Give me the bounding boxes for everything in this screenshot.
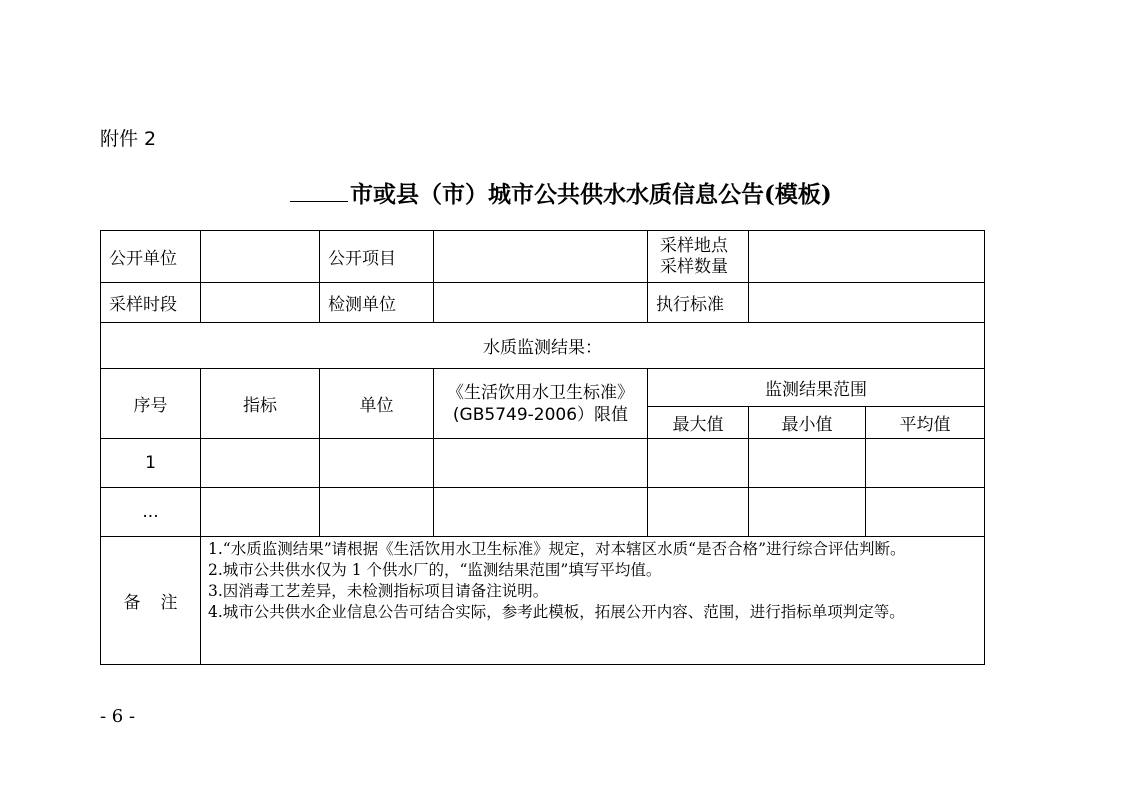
remarks-content [201,537,985,665]
table-row-sampling [101,283,985,323]
header-result-range: 监测结果范围 [648,369,985,407]
header-standard-code: (GB5749-2006）限值 [452,404,629,425]
table-row [101,488,985,537]
remark-item-3: 3.因消毒工艺差异，未检测指标项目请备注说明。 [208,582,549,600]
label-disclosure-unit: 公开单位 [101,231,201,283]
cell-standard-limit[interactable] [434,488,648,537]
table-row-disclosure [101,231,985,283]
cell-indicator[interactable] [201,488,320,537]
header-standard-limit [434,369,648,439]
cell-min[interactable] [749,488,866,537]
header-max: 最大值 [648,407,749,439]
header-unit: 单位 [320,369,434,439]
header-standard-name: 《生活饮用水卫生标准》 [447,382,634,403]
label-standard-applied: 执行标准 [648,283,749,323]
table-row [101,439,985,488]
cell-standard-limit[interactable] [434,439,648,488]
field-disclosure-unit[interactable] [201,231,320,283]
header-min: 最小值 [749,407,866,439]
field-disclosure-item[interactable] [434,231,648,283]
attachment-label: 附件 2 [100,128,157,150]
table-row-remarks [101,537,985,665]
cell-avg[interactable] [866,439,985,488]
remark-item-2: 2.城市公共供水仅为 1 个供水厂的，“监测结果范围”填写平均值。 [208,561,662,579]
label-sampling-count: 采样数量 [660,256,728,277]
table-header-row-1 [101,369,985,407]
field-sampling-location-count[interactable] [749,231,985,283]
remark-item-4: 4.城市公共供水企业信息公告可结合实际，参考此模板，拓展公开内容、范围，进行指标单项判定等。 [208,603,905,621]
label-disclosure-item: 公开项目 [320,231,434,283]
title-blank-line [290,179,348,202]
cell-indicator[interactable] [201,439,320,488]
header-seq: 序号 [101,369,201,439]
table-row-section [101,323,985,369]
water-quality-table [100,230,985,665]
title-main: 市或县（市）城市公共供水水质信息公告 [350,181,764,208]
title-suffix: (模板) [764,181,832,208]
header-avg: 平均值 [866,407,985,439]
header-indicator: 指标 [201,369,320,439]
remark-item-1: 1.“水质监测结果”请根据《生活饮用水卫生标准》规定，对本辖区水质“是否合格”进行综合评估判断。 [208,540,906,558]
cell-max[interactable] [648,439,749,488]
cell-max[interactable] [648,488,749,537]
field-standard-applied[interactable] [749,283,985,323]
label-sampling-location: 采样地点 [660,235,728,256]
label-testing-unit: 检测单位 [320,283,434,323]
document-title [290,176,832,209]
row-seq: 1 [101,439,201,488]
cell-unit[interactable] [320,488,434,537]
cell-avg[interactable] [866,488,985,537]
field-testing-unit[interactable] [434,283,648,323]
remarks-label: 备注 [101,537,201,665]
label-sampling-location-count [648,231,749,283]
field-sampling-period[interactable] [201,283,320,323]
cell-min[interactable] [749,439,866,488]
section-title: 水质监测结果： [101,323,985,369]
label-sampling-period: 采样时段 [101,283,201,323]
page-number: - 6 - [100,706,136,727]
cell-unit[interactable] [320,439,434,488]
row-seq: ... [101,488,201,537]
